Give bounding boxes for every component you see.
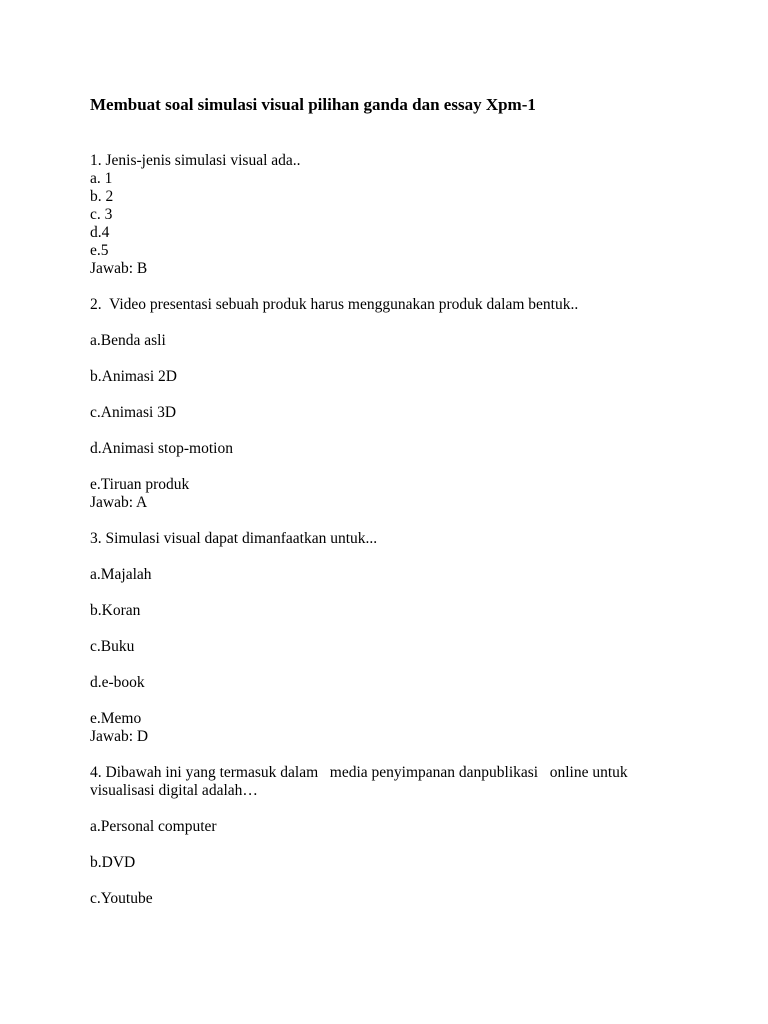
question-4-text-line-2: visualisasi digital adalah… bbox=[90, 782, 258, 799]
question-1-text: 1. Jenis-jenis simulasi visual ada.. bbox=[90, 152, 301, 169]
question-2-option-e: e.Tiruan produk bbox=[90, 476, 190, 493]
question-3-text: 3. Simulasi visual dapat dimanfaatkan untuk... bbox=[90, 530, 378, 547]
question-4 bbox=[90, 764, 682, 908]
question-1-option-a: a. 1 bbox=[90, 170, 113, 187]
document-title: Membuat soal simulasi visual pilihan ganda dan essay Xpm-1 bbox=[90, 95, 536, 114]
question-4-option-c: c.Youtube bbox=[90, 890, 153, 907]
question-4-option-a: a.Personal computer bbox=[90, 818, 217, 835]
question-1-option-d: d.4 bbox=[90, 224, 110, 241]
question-3-option-e: e.Memo bbox=[90, 710, 142, 727]
question-2-option-d: d.Animasi stop-motion bbox=[90, 440, 233, 457]
question-2-option-a: a.Benda asli bbox=[90, 332, 166, 349]
question-3-answer: Jawab: D bbox=[90, 728, 149, 745]
question-2-answer: Jawab: A bbox=[90, 494, 148, 511]
question-1-answer: Jawab: B bbox=[90, 260, 148, 277]
question-1-option-c: c. 3 bbox=[90, 206, 113, 223]
question-3-option-c: c.Buku bbox=[90, 638, 135, 655]
question-1-option-b: b. 2 bbox=[90, 188, 114, 205]
question-3 bbox=[90, 530, 682, 746]
question-3-option-a: a.Majalah bbox=[90, 566, 152, 583]
question-2-option-c: c.Animasi 3D bbox=[90, 404, 177, 421]
question-3-option-b: b.Koran bbox=[90, 602, 141, 619]
question-2 bbox=[90, 296, 682, 512]
question-2-option-b: b.Animasi 2D bbox=[90, 368, 177, 385]
question-1-option-e: e.5 bbox=[90, 242, 109, 259]
question-2-text: 2. Video presentasi sebuah produk harus menggunakan produk dalam bentuk.. bbox=[90, 296, 579, 313]
question-4-option-b: b.DVD bbox=[90, 854, 136, 871]
question-3-option-d: d.e-book bbox=[90, 674, 145, 691]
question-1 bbox=[90, 152, 682, 278]
question-4-text-line-1: 4. Dibawah ini yang termasuk dalam media penyimpanan danpublikasi online untuk bbox=[90, 764, 628, 781]
